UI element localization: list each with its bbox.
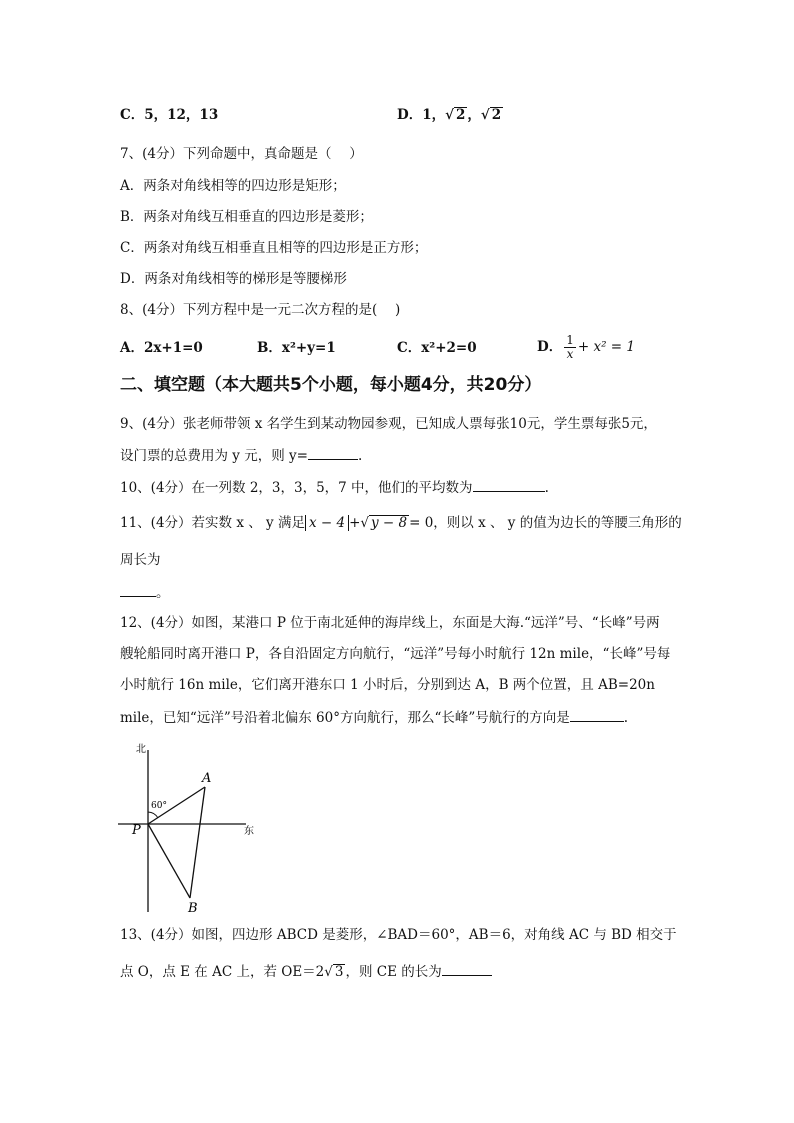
q10-line <box>120 478 549 497</box>
point-p-label: P <box>132 823 141 838</box>
q9-answer-blank[interactable] <box>308 446 358 460</box>
q12-figure <box>110 740 270 915</box>
point-b-label: B <box>188 901 198 915</box>
q12-line2: 艘轮船同时离开港口 P，各自沿固定方向航行，“远洋”号每小时航行 12n mile，“长峰”号每 <box>120 646 671 662</box>
q11-line1: 11、(4分）若实数 x 、 y 满足 x − 4 +√ y − 8 = 0，则以 x 、 y 的值为边长的等腰三角形的 <box>120 515 682 531</box>
q13-line2-text: 点 O，点 E 在 AC 上，若 OE＝2 <box>120 964 325 980</box>
q7-option-d: D．两条对角线相等的梯形是等腰梯形 <box>120 271 347 287</box>
q13-root: 3 <box>334 964 344 980</box>
q9-line2-text: 设门票的总费用为 y 元，则 y= <box>120 448 308 464</box>
q13-answer-blank[interactable] <box>442 962 492 976</box>
q11-sqrt-expr: y − 8 <box>370 515 408 531</box>
q11-abs-expr: x − 4 <box>305 515 349 531</box>
q8-option-d-rest: + x² = 1 <box>577 339 635 355</box>
q12-line4 <box>120 708 628 727</box>
q11-answer-blank[interactable] <box>120 583 156 597</box>
q8-option-d-den: x <box>566 347 574 361</box>
q10-end: . <box>544 480 549 496</box>
q10-text: 10、(4分）在一列数 2，3，3，5，7 中，他们的平均数为 <box>120 480 473 496</box>
q8-option-d-fraction <box>564 334 576 361</box>
section-heading: 二、填空题（本大题共5个小题，每小题4分，共20分） <box>120 375 542 395</box>
q11-line3 <box>120 583 170 602</box>
q6-option-d-root1: 2 <box>455 107 466 123</box>
segment-ab <box>190 787 205 898</box>
q8-option-a: A．2x+1=0 <box>120 340 203 356</box>
q8-option-c: C．x²+2=0 <box>397 340 477 356</box>
q8-option-d-num: 1 <box>566 333 574 347</box>
q6-option-d-sep: ， <box>467 107 481 123</box>
q12-answer-blank[interactable] <box>570 708 624 722</box>
q11-plus: + <box>349 515 361 531</box>
q7-option-b: B．两条对角线互相垂直的四边形是菱形； <box>120 209 373 225</box>
q8-option-d <box>537 330 635 364</box>
point-a-label: A <box>202 771 212 786</box>
angle-arc <box>148 812 158 818</box>
q7-option-c: C．两条对角线互相垂直且相等的四边形是正方形； <box>120 240 428 256</box>
q6-option-c: C．5，12，13 <box>120 107 219 123</box>
q11-text-b: = 0，则以 x 、 y 的值为边长的等腰三角形的 <box>409 515 682 531</box>
q9-line1: 9、(4分）张老师带领 x 名学生到某动物园参观，已知成人票每张10元，学生票每张5元， <box>120 416 657 432</box>
q13-line1: 13、(4分）如图，四边形 ABCD 是菱形，∠BAD＝60°，AB＝6，对角线 AC 与 BD 相交于 <box>120 927 677 943</box>
q12-line4-end: . <box>623 710 629 726</box>
q7-stem: 7、(4分）下列命题中，真命题是（ ） <box>120 146 363 162</box>
q9-line2 <box>120 446 362 465</box>
north-label: 北 <box>136 744 146 755</box>
q9-line2-end: . <box>357 448 363 464</box>
q6-option-d-prefix: D．1， <box>397 107 446 123</box>
q6-option-d: D．1，√ 2 ，√ 2 <box>397 107 502 123</box>
q12-line3: 小时航行 16n mile，它们离开港东口 1 小时后，分别到达 A，B 两个位置，且 AB=20n <box>120 677 655 693</box>
q12-line1: 12、(4分）如图，某港口 P 位于南北延伸的海岸线上，东面是大海.“远洋”号、“长峰”号两 <box>120 615 660 631</box>
angle-label: 60° <box>151 801 167 811</box>
q7-option-a: A．两条对角线相等的四边形是矩形； <box>120 178 346 194</box>
q8-option-d-label: D． <box>537 339 563 355</box>
q11-text-a: 11、(4分）若实数 x 、 y 满足 <box>120 515 305 531</box>
q12-line4-text: mile，已知“远洋”号沿着北偏东 60°方向航行，那么“长峰”号航行的方向是 <box>120 710 570 726</box>
q11-end: 。 <box>156 585 170 601</box>
q13-line2: 点 O，点 E 在 AC 上，若 OE＝2√ 3 ，则 CE 的长为 <box>120 962 492 981</box>
segment-pb <box>148 824 190 898</box>
q13-line2-end: ，则 CE 的长为 <box>345 964 442 980</box>
q8-stem: 8、(4分）下列方程中是一元二次方程的是( ) <box>120 302 401 318</box>
east-label: 东 <box>244 826 254 837</box>
q8-option-b: B．x²+y=1 <box>257 340 336 356</box>
q6-option-d-root2: 2 <box>491 107 502 123</box>
q11-line2: 周长为 <box>120 552 161 568</box>
q10-answer-blank[interactable] <box>473 478 545 492</box>
